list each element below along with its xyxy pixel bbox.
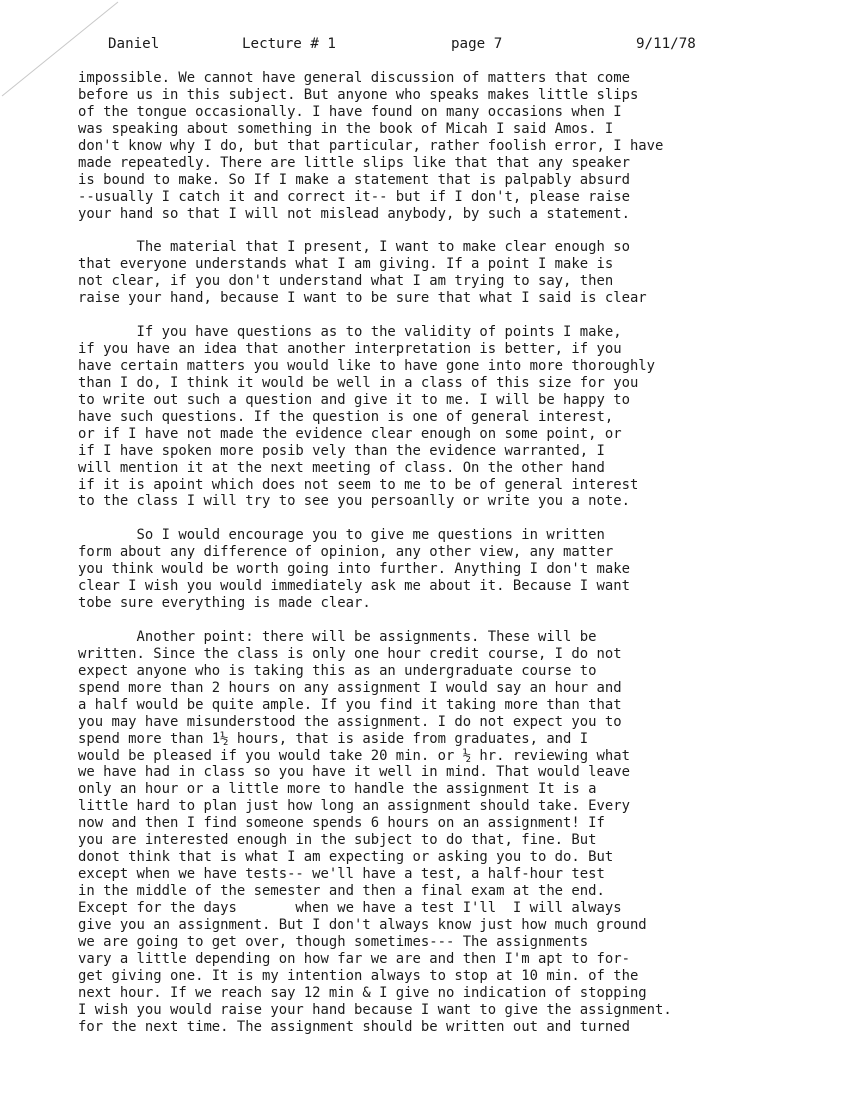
text-line: not clear, if you don't understand what I am trying to say, then <box>78 273 614 290</box>
document-body <box>78 70 818 1052</box>
paragraph <box>78 239 818 307</box>
text-line: So I would encourage you to give me questions in written <box>78 527 605 544</box>
header-name: Daniel <box>108 36 160 52</box>
text-line: than I do, I think it would be well in a class of this size for you <box>78 374 639 391</box>
text-line: clear I wish you would immediately ask me about it. Because I want <box>78 578 630 595</box>
text-line: donot think that is what I am expecting or asking you to do. But <box>78 849 614 866</box>
text-line: --usually I catch it and correct it-- but if I don't, please raise <box>78 188 630 205</box>
text-line: you may have misunderstood the assignment. I do not expect you to <box>78 713 622 730</box>
text-line: expect anyone who is taking this as an undergraduate course to <box>78 662 597 679</box>
text-line: spend more than 1½ hours, that is aside from graduates, and I <box>78 730 589 747</box>
paragraph <box>78 527 818 612</box>
text-line: only an hour or a little more to handle the assignment It is a <box>78 781 597 798</box>
header-page-number: page 7 <box>451 36 503 52</box>
text-line: is bound to make. So If I make a statement that is palpably absurd <box>78 171 630 188</box>
text-line: would be pleased if you would take 20 min. or ½ hr. reviewing what <box>78 747 630 764</box>
text-line: if I have spoken more posib vely than the evidence warranted, I <box>78 442 605 459</box>
text-line: to write out such a question and give it to me. I will be happy to <box>78 391 630 408</box>
text-line: we have had in class so you have it well in mind. That would leave <box>78 764 630 781</box>
text-line: if you have an idea that another interpretation is better, if you <box>78 341 622 357</box>
header-lecture: Lecture # 1 <box>242 36 336 52</box>
text-line: or if I have not made the evidence clear enough on some point, or <box>78 425 622 442</box>
text-line: that everyone understands what I am giving. If a point I make is <box>78 256 614 273</box>
text-line: The material that I present, I want to make clear enough so <box>78 239 630 256</box>
text-line: you think would be worth going into further. Anything I don't make <box>78 561 630 578</box>
text-line: have certain matters you would like to have gone into more thoroughly <box>78 357 656 374</box>
text-line: I wish you would raise your hand because I want to give the assignment. <box>78 1001 672 1018</box>
text-line: raise your hand, because I want to be sure that what I said is clear <box>78 290 647 307</box>
text-line: made repeatedly. There are little slips like that that any speaker <box>78 154 630 171</box>
text-line: give you an assignment. But I don't always know just how much ground <box>78 916 647 933</box>
text-line: your hand so that I will not mislead anybody, by such a statement. <box>78 205 630 222</box>
paragraph <box>78 629 818 1036</box>
text-line: a half would be quite ample. If you find it taking more than that <box>78 696 622 713</box>
text-line: little hard to plan just how long an assignment should take. Every <box>78 798 630 815</box>
text-line: form about any difference of opinion, any other view, any matter <box>78 544 614 561</box>
text-line: have such questions. If the question is one of general interest, <box>78 408 614 425</box>
page-header <box>108 36 748 56</box>
text-line: will mention it at the next meeting of class. On the other hand <box>78 459 605 476</box>
paragraph <box>78 324 818 510</box>
text-line: for the next time. The assignment should be written out and turned <box>78 1018 630 1035</box>
text-line: before us in this subject. But anyone who speaks makes little slips <box>78 86 639 103</box>
text-line: Except for the days when we have a test I'll I will always <box>78 899 622 916</box>
text-line: vary a little depending on how far we are and then I'm apt to for- <box>78 950 630 967</box>
text-line: you are interested enough in the subject to do that, fine. But <box>78 832 597 849</box>
text-line: was speaking about something in the book of Micah I said Amos. I <box>78 120 614 137</box>
text-line: get giving one. It is my intention always to stop at 10 min. of the <box>78 967 639 984</box>
text-line: impossible. We cannot have general discussion of matters that come <box>78 70 630 86</box>
header-date: 9/11/78 <box>636 36 696 52</box>
text-line: spend more than 2 hours on any assignment I would say an hour and <box>78 679 622 696</box>
text-line: tobe sure everything is made clear. <box>78 595 371 612</box>
paragraph <box>78 70 818 222</box>
text-line: now and then I find someone spends 6 hours on an assignment! If <box>78 815 605 832</box>
text-line: next hour. If we reach say 12 min & I give no indication of stopping <box>78 984 647 1001</box>
text-line: of the tongue occasionally. I have found on many occasions when I <box>78 103 622 120</box>
text-line: in the middle of the semester and then a final exam at the end. <box>78 883 605 899</box>
text-line: don't know why I do, but that particular, rather foolish error, I have <box>78 137 664 154</box>
text-line: if it is apoint which does not seem to me to be of general interest <box>78 476 639 493</box>
text-line: written. Since the class is only one hour credit course, I do not <box>78 645 622 662</box>
text-line: we are going to get over, though sometimes--- The assignments <box>78 933 589 950</box>
text-line: except when we have tests-- we'll have a test, a half-hour test <box>78 866 605 883</box>
text-line: If you have questions as to the validity of points I make, <box>78 324 622 341</box>
text-line: to the class I will try to see you persoanlly or write you a note. <box>78 493 630 510</box>
text-line: Another point: there will be assignments. These will be <box>78 628 597 645</box>
